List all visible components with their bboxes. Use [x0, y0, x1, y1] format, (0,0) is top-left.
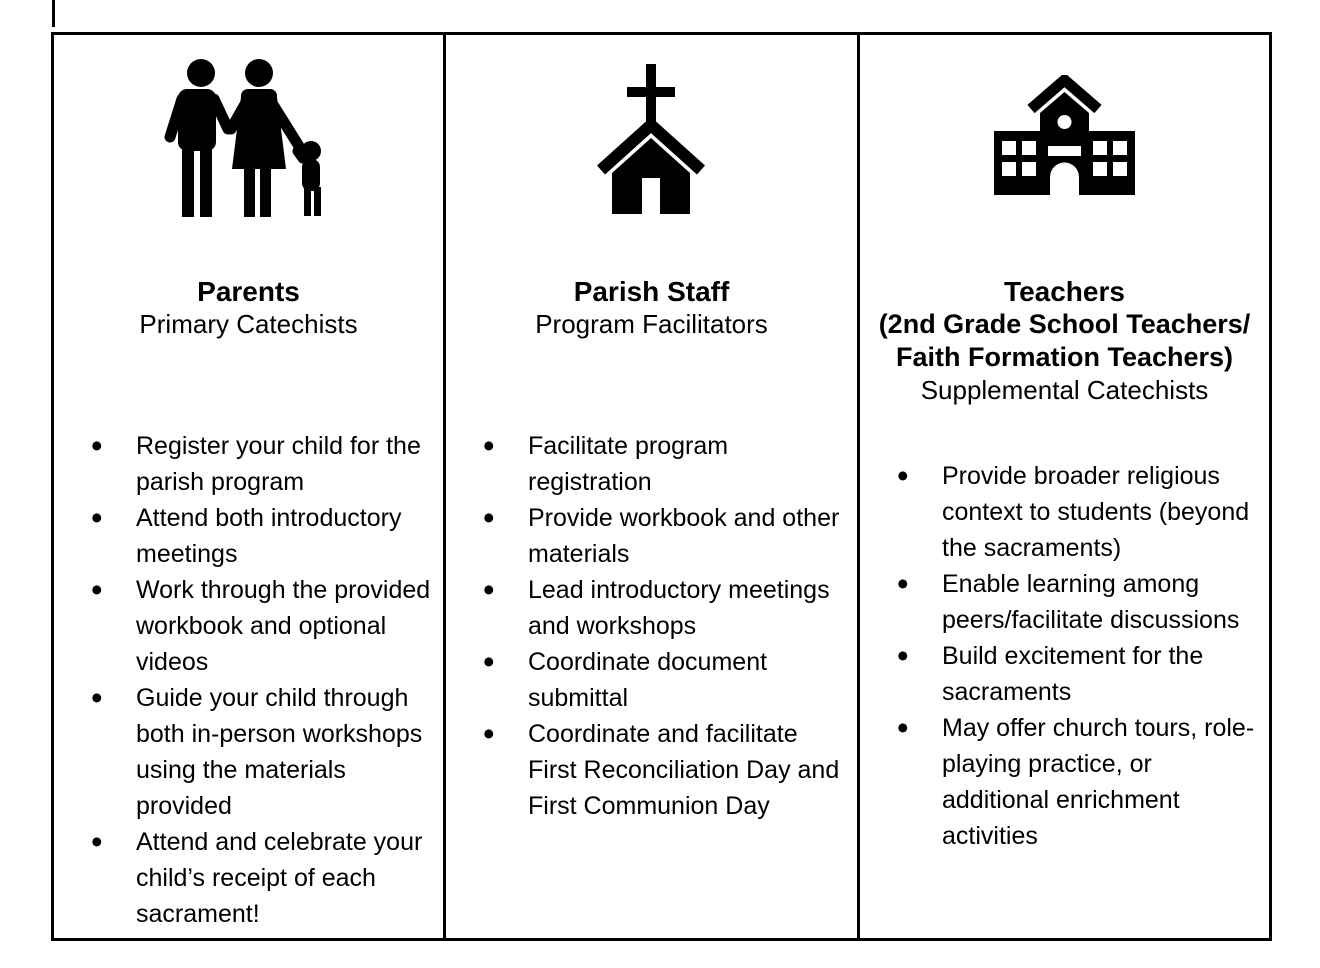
column-title: Parish Staff [573, 276, 730, 307]
bullet-icon: • [91, 571, 103, 608]
column-heading [860, 275, 1269, 407]
bullet-icon: • [483, 643, 495, 680]
bullet-icon: • [91, 679, 103, 716]
bullet-icon: • [483, 499, 495, 536]
list-item [860, 458, 1269, 566]
list-item [54, 680, 443, 824]
column-subtitle: Primary Catechists [139, 309, 358, 339]
list-item-text: Register your child for the parish program [136, 432, 421, 496]
church-icon [446, 56, 857, 224]
list-item-text: Provide workbook and other materials [528, 504, 840, 568]
bullet-list [860, 458, 1269, 854]
list-item-text: Enable learning among peers/facilitate discussions [942, 570, 1240, 634]
bullet-icon: • [483, 427, 495, 464]
list-item [54, 824, 443, 932]
list-item-text: Build excitement for the sacraments [942, 642, 1204, 706]
column-subtitle: Supplemental Catechists [920, 375, 1209, 405]
bullet-icon: • [91, 427, 103, 464]
column-title-note: Faith Formation Teachers) [895, 342, 1234, 372]
list-item [860, 566, 1269, 638]
list-item [54, 572, 443, 680]
list-item-text: Provide broader religious context to students (beyond the sacraments) [942, 462, 1250, 562]
column-title: Teachers [1004, 276, 1125, 307]
column-title: Parents [197, 276, 300, 307]
list-item [860, 710, 1269, 854]
table-cell-parents[interactable] [54, 35, 446, 938]
school-icon [860, 56, 1269, 224]
roles-table [51, 32, 1272, 941]
list-item-text: Lead introductory meetings and workshops [528, 576, 830, 640]
bullet-icon: • [483, 571, 495, 608]
list-item-text: Guide your child through both in-person workshops using the materials provided [136, 684, 423, 820]
list-item [446, 500, 857, 572]
list-item-text: Work through the provided workbook and optional videos [136, 576, 431, 676]
list-item [54, 428, 443, 500]
list-item-text: Attend and celebrate your child’s receipt of each sacrament! [136, 828, 423, 928]
list-item [446, 572, 857, 644]
list-item [54, 500, 443, 572]
list-item-text: May offer church tours, role-playing practice, or additional enrichment activities [942, 714, 1255, 850]
list-item [860, 638, 1269, 710]
family-icon [54, 56, 443, 224]
bullet-list [54, 428, 443, 932]
bullet-icon: • [91, 823, 103, 860]
bullet-icon: • [897, 709, 909, 746]
column-heading [446, 275, 857, 341]
list-item [446, 644, 857, 716]
column-heading [54, 275, 443, 341]
list-item-text: Coordinate document submittal [528, 648, 768, 712]
list-item [446, 716, 857, 824]
table-cell-parish-staff[interactable] [446, 35, 860, 938]
bullet-list [446, 428, 857, 824]
bullet-icon: • [897, 457, 909, 494]
bullet-icon: • [483, 715, 495, 752]
list-item-text: Attend both introductory meetings [136, 504, 402, 568]
bullet-icon: • [897, 637, 909, 674]
column-title-note: (2nd Grade School Teachers/ [878, 309, 1251, 339]
column-subtitle: Program Facilitators [535, 309, 768, 339]
list-item-text: Coordinate and facilitate First Reconciliation Day and First Communion Day [528, 720, 840, 820]
bullet-icon: • [91, 499, 103, 536]
table-cell-teachers[interactable] [860, 35, 1269, 938]
list-item-text: Facilitate program registration [528, 432, 729, 496]
bullet-icon: • [897, 565, 909, 602]
list-item [446, 428, 857, 500]
text-caret [52, 0, 55, 27]
